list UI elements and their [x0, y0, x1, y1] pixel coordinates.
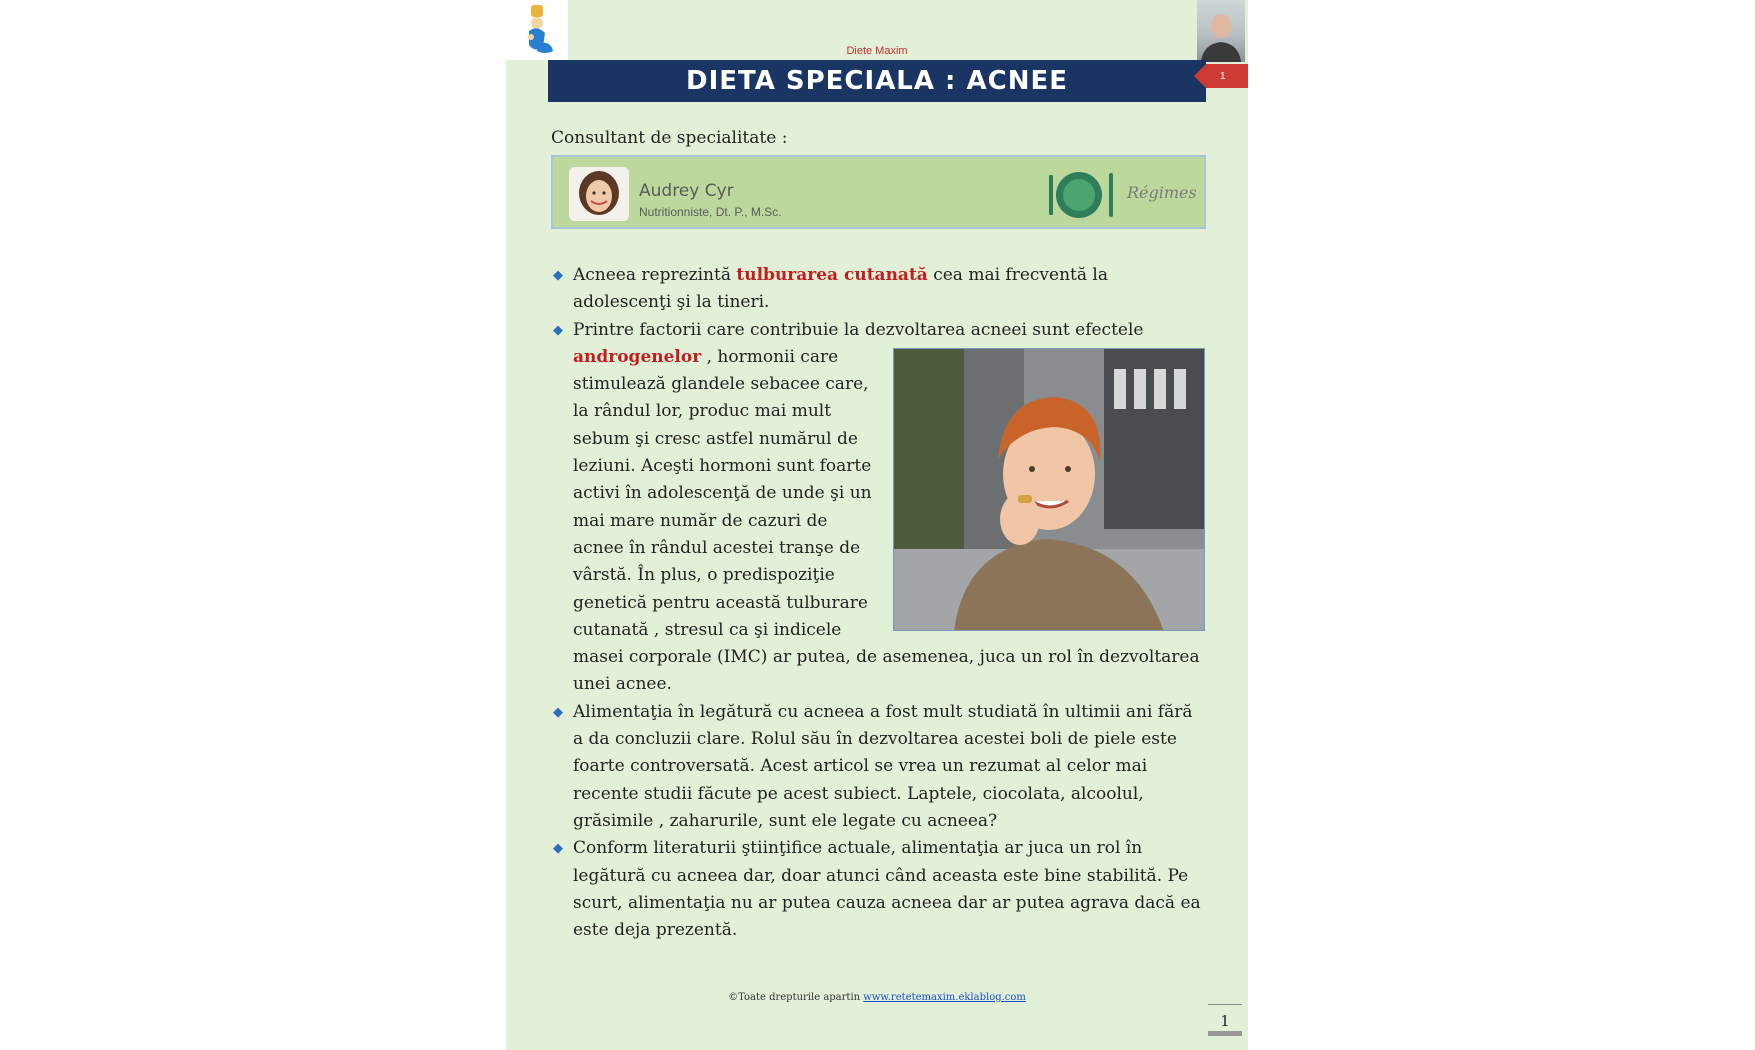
- diamond-bullet-icon: ◆: [553, 841, 563, 857]
- site-name: Diete Maxim: [846, 45, 908, 57]
- consultant-label: Consultant de specialitate :: [551, 128, 788, 148]
- page-tab-marker: 1: [1206, 64, 1248, 88]
- diamond-bullet-icon: ◆: [553, 268, 563, 283]
- list-item: ◆ Printre factorii care contribuie la dezvoltarea acneei sunt efectele androgenelor , hormonii care stimulează glandele sebacee care, la rândul lor, produc mai mult sebum şi cresc astfel numărul de leziuni. Aceşti hormoni sunt foarte activi în adolescenţă de unde şi un mai mare număr de cazuri de acnee în rândul acestei tranşe de vârstă. În plus, o predispoziţie genetică pentru această tulburare cutanată , stresul ca şi indicele masei corporale (IMC) ar putea, de asemenea, juca un rol în dezvoltarea unei acnee.: [551, 317, 1206, 699]
- avatar: [569, 167, 629, 221]
- brand-label: Régimes: [1127, 183, 1197, 202]
- footer: [506, 992, 1248, 1003]
- consultant-name: Audrey Cyr: [639, 181, 734, 201]
- list-item: ◆ Conform literaturii ştiinţifice actuale, alimentaţia ar juca un rol în legătură cu acneea dar, doar atunci când aceasta este bine stabilită. Pe scurt, alimentaţia nu ar putea cauza acneea dar ar putea agrava dacă ea este deja prezentă.: [551, 835, 1206, 944]
- article-body: [551, 262, 1206, 944]
- highlight-term: androgenelor: [573, 346, 702, 367]
- teen-eating-photo: [893, 348, 1205, 631]
- consultant-card: [551, 155, 1206, 229]
- diamond-bullet-icon: ◆: [553, 322, 563, 338]
- footer-copyright: ©Toate drepturile apartin: [728, 992, 864, 1003]
- bullet-intro: Printre factorii care contribuie la dezvoltarea acneei sunt efectele: [573, 319, 1144, 340]
- list-item: ◆ Alimentaţia în legătură cu acneea a fost mult studiată în ultimii ani fără a da concluzii clare. Rolul său în dezvoltarea acestei boli de piele este foarte controversată. Acest articol se vrea un rezumat al celor mai recente studii făcute pe acest subiect. Laptele, ciocolata, alcoolul, grăsimile , zaharurile, sunt ele legate cu acneea?: [551, 699, 1206, 835]
- footer-link[interactable]: www.retetemaxim.eklablog.com: [863, 992, 1026, 1003]
- consultant-credentials: Nutritionniste, Dt. P., M.Sc.: [639, 205, 782, 219]
- list-item: ◆ Acneea reprezintă tulburarea cutanată cea mai frecventă la adolescenţi şi la tineri.: [551, 262, 1206, 317]
- plate-icon: [1047, 169, 1117, 225]
- page-number-bar: [1208, 1031, 1242, 1036]
- page-title: DIETA SPECIALA : ACNEE: [548, 60, 1206, 102]
- highlight-term: tulburarea cutanată: [736, 265, 928, 285]
- webcam-overlay: [1197, 0, 1245, 62]
- document-page: [506, 0, 1248, 1050]
- diamond-bullet-icon: ◆: [553, 704, 563, 720]
- page-number: 1: [1208, 1004, 1242, 1038]
